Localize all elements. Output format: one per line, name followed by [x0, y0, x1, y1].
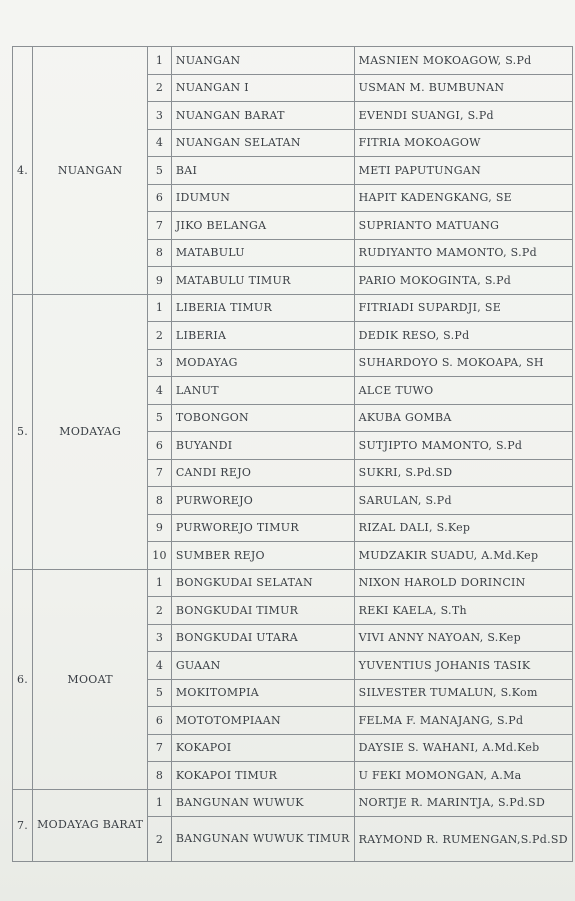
row-index: 6 — [148, 184, 172, 212]
table-row — [13, 294, 573, 322]
table-row — [13, 569, 573, 597]
row-index: 2 — [148, 322, 172, 350]
village-name: KOKAPOI — [171, 734, 354, 762]
village-head-name: RIZAL DALI, S.Kep — [354, 514, 572, 542]
row-index: 8 — [148, 487, 172, 515]
row-index: 2 — [148, 74, 172, 102]
village-name: NUANGAN I — [171, 74, 354, 102]
row-index: 1 — [148, 789, 172, 817]
row-index: 1 — [148, 294, 172, 322]
village-name: LANUT — [171, 377, 354, 405]
village-name: BONGKUDAI UTARA — [171, 624, 354, 652]
row-index: 8 — [148, 762, 172, 790]
village-name: BANGUNAN WUWUK — [171, 789, 354, 817]
village-name: BONGKUDAI SELATAN — [171, 569, 354, 597]
village-head-name: SUPRIANTO MATUANG — [354, 212, 572, 240]
village-head-name: MASNIEN MOKOAGOW, S.Pd — [354, 47, 572, 75]
village-head-name: DEDIK RESO, S.Pd — [354, 322, 572, 350]
kecamatan-name: MODAYAG — [33, 294, 148, 569]
village-head-name: U FEKI MOMONGAN, A.Ma — [354, 762, 572, 790]
row-index: 9 — [148, 267, 172, 295]
village-name: JIKO BELANGA — [171, 212, 354, 240]
village-name: NUANGAN SELATAN — [171, 129, 354, 157]
village-name: NUANGAN — [171, 47, 354, 75]
village-head-name: FELMA F. MANAJANG, S.Pd — [354, 707, 572, 735]
row-index: 5 — [148, 404, 172, 432]
group-number: 6. — [13, 569, 33, 789]
village-head-name: ALCE TUWO — [354, 377, 572, 405]
row-index: 1 — [148, 569, 172, 597]
village-name: SUMBER REJO — [171, 542, 354, 570]
table-row — [13, 47, 573, 75]
village-head-name: DAYSIE S. WAHANI, A.Md.Keb — [354, 734, 572, 762]
kecamatan-name: MOOAT — [33, 569, 148, 789]
village-head-name: VIVI ANNY NAYOAN, S.Kep — [354, 624, 572, 652]
village-name: PURWOREJO — [171, 487, 354, 515]
village-head-name: NORTJE R. MARINTJA, S.Pd.SD — [354, 789, 572, 817]
row-index: 9 — [148, 514, 172, 542]
village-name: IDUMUN — [171, 184, 354, 212]
village-head-name: SUHARDOYO S. MOKOAPA, SH — [354, 349, 572, 377]
row-index: 7 — [148, 212, 172, 240]
village-head-name: HAPIT KADENGKANG, SE — [354, 184, 572, 212]
village-head-name: NIXON HAROLD DORINCIN — [354, 569, 572, 597]
row-index: 10 — [148, 542, 172, 570]
row-index: 5 — [148, 679, 172, 707]
village-name: BUYANDI — [171, 432, 354, 460]
village-head-name: SUKRI, S.Pd.SD — [354, 459, 572, 487]
village-name: MOTOTOMPIAAN — [171, 707, 354, 735]
village-name: MATABULU TIMUR — [171, 267, 354, 295]
village-head-name: YUVENTIUS JOHANIS TASIK — [354, 652, 572, 680]
row-index: 6 — [148, 707, 172, 735]
village-name: NUANGAN BARAT — [171, 102, 354, 130]
row-index: 5 — [148, 157, 172, 185]
village-name: BAI — [171, 157, 354, 185]
village-head-name: PARIO MOKOGINTA, S.Pd — [354, 267, 572, 295]
row-index: 6 — [148, 432, 172, 460]
village-name: LIBERIA TIMUR — [171, 294, 354, 322]
village-name: TOBONGON — [171, 404, 354, 432]
village-name: MODAYAG — [171, 349, 354, 377]
row-index: 2 — [148, 817, 172, 862]
row-index: 3 — [148, 624, 172, 652]
village-head-name: REKI KAELA, S.Th — [354, 597, 572, 625]
group-number: 5. — [13, 294, 33, 569]
village-name: MOKITOMPIA — [171, 679, 354, 707]
row-index: 4 — [148, 129, 172, 157]
village-head-name: RUDIYANTO MAMONTO, S.Pd — [354, 239, 572, 267]
village-name: GUAAN — [171, 652, 354, 680]
row-index: 4 — [148, 652, 172, 680]
row-index: 4 — [148, 377, 172, 405]
group-number: 4. — [13, 47, 33, 295]
village-head-name: FITRIA MOKOAGOW — [354, 129, 572, 157]
row-index: 2 — [148, 597, 172, 625]
village-head-table — [12, 46, 573, 862]
village-head-name: SILVESTER TUMALUN, S.Kom — [354, 679, 572, 707]
village-name: BANGUNAN WUWUK TIMUR — [171, 817, 354, 862]
village-name: LIBERIA — [171, 322, 354, 350]
village-head-name: AKUBA GOMBA — [354, 404, 572, 432]
village-name: MATABULU — [171, 239, 354, 267]
table-row — [13, 789, 573, 817]
village-name: CANDI REJO — [171, 459, 354, 487]
village-head-name: SUTJIPTO MAMONTO, S.Pd — [354, 432, 572, 460]
village-name: KOKAPOI TIMUR — [171, 762, 354, 790]
village-head-name: SARULAN, S.Pd — [354, 487, 572, 515]
row-index: 7 — [148, 459, 172, 487]
village-head-name: EVENDI SUANGI, S.Pd — [354, 102, 572, 130]
kecamatan-name: MODAYAG BARAT — [33, 789, 148, 862]
village-head-name: USMAN M. BUMBUNAN — [354, 74, 572, 102]
village-head-name: RAYMOND R. RUMENGAN,S.Pd.SD — [354, 817, 572, 862]
row-index: 1 — [148, 47, 172, 75]
village-name: BONGKUDAI TIMUR — [171, 597, 354, 625]
row-index: 3 — [148, 349, 172, 377]
village-head-name: MUDZAKIR SUADU, A.Md.Kep — [354, 542, 572, 570]
row-index: 8 — [148, 239, 172, 267]
row-index: 3 — [148, 102, 172, 130]
row-index: 7 — [148, 734, 172, 762]
group-number: 7. — [13, 789, 33, 862]
village-head-name: FITRIADI SUPARDJI, SE — [354, 294, 572, 322]
kecamatan-name: NUANGAN — [33, 47, 148, 295]
village-name: PURWOREJO TIMUR — [171, 514, 354, 542]
village-head-name: METI PAPUTUNGAN — [354, 157, 572, 185]
table-body — [13, 47, 573, 862]
